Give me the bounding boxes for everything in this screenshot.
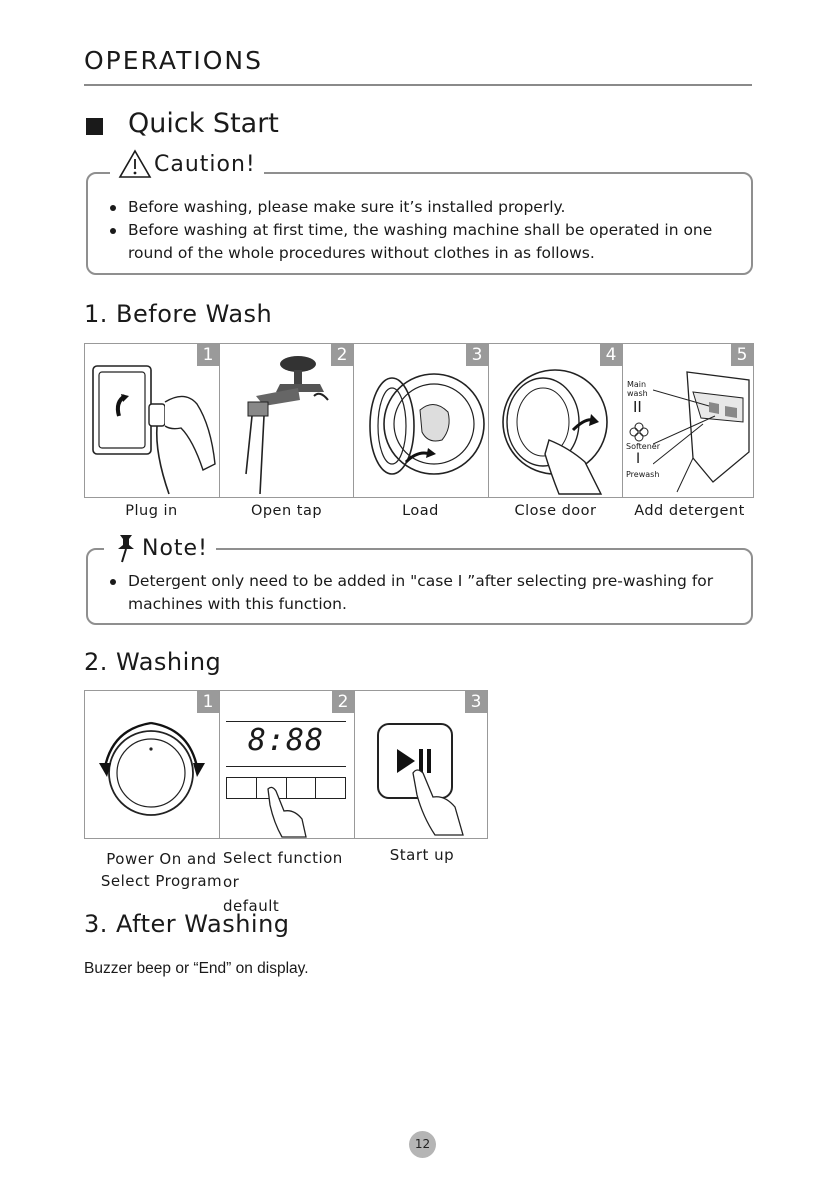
water-tap-icon <box>220 344 353 497</box>
step-number: 5 <box>731 344 753 366</box>
washing-caption-2: Select function or default <box>223 849 343 915</box>
before-wash-step-5 <box>623 344 753 497</box>
caution-list <box>108 196 738 265</box>
caution-heading <box>110 149 264 179</box>
before-wash-step-1 <box>85 344 220 497</box>
step-caption: Open tap <box>250 503 323 519</box>
step-caption: Plug in <box>125 503 178 519</box>
drawer-main-wash-mark: II <box>633 398 642 416</box>
before-wash-step-3 <box>354 344 489 497</box>
caution-item: Before washing at first time, the washing machine shall be operated in one round of the whole procedures without clothes in as follows. <box>108 219 738 265</box>
plug-in-illustration-icon <box>85 344 219 497</box>
before-wash-step-4 <box>489 344 623 497</box>
step-number: 3 <box>465 691 487 713</box>
step-caption: Add detergent <box>634 503 745 519</box>
page-number-badge: 12 <box>409 1131 436 1158</box>
step-caption: Close door <box>514 503 597 519</box>
drawer-softener-label: Softener <box>626 442 660 451</box>
note-item: Detergent only need to be added in "case I ”after selecting pre-washing for machines with this function. <box>108 570 738 616</box>
quick-start-title: Quick Start <box>128 108 279 139</box>
washing-step-3 <box>355 691 487 838</box>
warning-triangle-icon <box>118 149 152 179</box>
close-door-icon <box>489 344 622 497</box>
caution-item: Before washing, please make sure it’s installed properly. <box>108 196 738 219</box>
step-caption: Load <box>402 503 439 519</box>
note-label: Note! <box>142 535 208 561</box>
washing-step-1 <box>85 691 220 838</box>
step-number: 1 <box>197 691 219 713</box>
note-list <box>108 570 738 616</box>
load-laundry-icon <box>354 344 488 497</box>
drawer-prewash-mark: I <box>636 451 641 467</box>
header-divider <box>84 84 752 86</box>
drawer-prewash-label: Prewash <box>626 470 660 479</box>
washing-title: 2. Washing <box>84 648 222 676</box>
program-knob-icon <box>85 691 219 838</box>
step-number: 2 <box>332 691 354 713</box>
softener-flower-icon <box>629 422 649 442</box>
before-wash-step-2 <box>220 344 354 497</box>
page-title: OPERATIONS <box>84 46 263 75</box>
step-number: 3 <box>466 344 488 366</box>
pushpin-icon <box>112 533 140 563</box>
after-washing-text: Buzzer beep or “End” on display. <box>84 960 309 977</box>
drawer-main-wash-label: Main wash <box>627 380 648 398</box>
note-heading <box>104 533 216 563</box>
washing-strip <box>84 690 488 839</box>
step-number: 2 <box>331 344 353 366</box>
pressing-finger-icon <box>407 767 467 837</box>
pressing-finger-icon <box>260 783 310 838</box>
panel-button <box>316 778 345 798</box>
washing-caption-3: Start up <box>389 846 455 864</box>
before-wash-strip <box>84 343 754 498</box>
detergent-drawer-icon <box>653 362 753 497</box>
panel-button <box>227 778 257 798</box>
section-square-icon <box>86 118 103 135</box>
washing-step-2 <box>220 691 355 838</box>
caution-label: Caution! <box>154 151 256 177</box>
step-number: 1 <box>197 344 219 366</box>
before-wash-title: 1. Before Wash <box>84 300 273 328</box>
step-number: 4 <box>600 344 622 366</box>
digital-display: 8:88 <box>247 723 325 758</box>
after-washing-title: 3. After Washing <box>84 910 290 938</box>
washing-caption-1: Power On and Select Program <box>100 850 223 890</box>
